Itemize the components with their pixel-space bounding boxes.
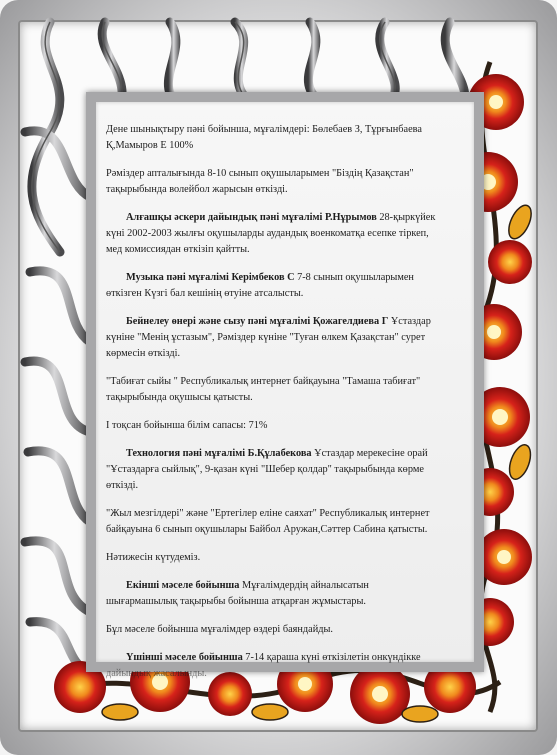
text-line: күніне "Менің ұстазым", Рәміздер күніне "Туған өлкем Қазақстан" сурет xyxy=(106,332,426,343)
paragraph-heading-line xyxy=(106,270,466,286)
paragraph xyxy=(106,314,466,362)
text-line: мед комиссиядан өткізіп қайтты. xyxy=(106,244,250,255)
paragraph-heading-line xyxy=(106,210,466,226)
text-line: шығармашылық тақырыбы бойынша атқарған жұмыстары. xyxy=(106,596,366,607)
text-line: күні 2002-2003 жылғы оқушыларды аудандық военкоматқа есепке тіркеп, xyxy=(106,228,429,239)
text-line: Қ,Мамыров Е 100% xyxy=(106,140,194,151)
paragraph xyxy=(106,578,466,610)
text-line: дайындық жасалынды. xyxy=(106,668,207,679)
text-line: тақырыбында оқушысы қатысты. xyxy=(106,392,253,403)
text-line: өткізді. xyxy=(106,480,139,491)
text-line: Рәміздер апталығында 8-10 сынып оқушыларымен "Біздің Қазақстан" xyxy=(106,168,414,179)
heading-continuation: Мұғалімдердің айналысатын xyxy=(239,580,369,591)
paragraph-heading-line xyxy=(106,314,466,330)
paragraph xyxy=(106,122,466,154)
paragraph xyxy=(106,166,466,198)
heading-continuation: 28-қыркүйек xyxy=(376,212,436,223)
bold-heading: Музыка пәні мұғалімі Керімбеков С xyxy=(126,272,295,283)
text-panel xyxy=(86,92,484,679)
paragraph xyxy=(106,622,466,638)
bold-heading: Үшінші мәселе бойынша xyxy=(126,652,243,663)
text-line: көрмесін өткізді. xyxy=(106,348,181,359)
paragraph-heading-line xyxy=(106,446,466,462)
text-line: Бұл мәселе бойынша мұғалімдер өздері баяндайды. xyxy=(106,624,333,635)
paragraph xyxy=(106,270,466,302)
heading-continuation: 7-14 қараша күні өткізілетін онкүндікке xyxy=(242,652,421,663)
text-line: тақырыбында волейбол жарысын өткізді. xyxy=(106,184,288,195)
paragraph xyxy=(106,418,466,434)
paragraph xyxy=(106,210,466,258)
heading-continuation: Ұстаздар xyxy=(388,316,431,327)
text-line: өткізген Күзгі бал кешінің өтуіне атсалысты. xyxy=(106,288,304,299)
bold-heading: Бейнелеу өнері және сызу пәні мұғалімі Қожагелдиева Г xyxy=(126,316,389,327)
paragraph xyxy=(106,506,466,538)
heading-continuation: Ұстаздар мерекесіне орай xyxy=(311,448,428,459)
paragraph xyxy=(106,550,466,566)
paragraph-heading-line xyxy=(106,578,466,594)
text-line: "Табиғат сыйы " Республикалық интернет байқауына "Тамаша табиғат" xyxy=(106,376,421,387)
text-line: Нәтижесін күтудеміз. xyxy=(106,552,201,563)
paragraph xyxy=(106,650,466,682)
text-line: байқауына 6 сынып оқушылары Байбол Аружан,Сәттер Сабина қатысты. xyxy=(106,524,428,535)
bold-heading: Екінші мәселе бойынша xyxy=(126,580,240,591)
text-line: "Ұстаздарға сыйлық", 9-қазан күні "Шебер қолдар" тақырыбында көрме xyxy=(106,464,424,475)
paragraph xyxy=(106,374,466,406)
text-line: Дене шынықтыру пәні бойынша, мұғалімдері: Бөлебаев З, Тұрғынбаева xyxy=(106,124,422,135)
paragraph xyxy=(106,446,466,494)
heading-continuation: 7-8 сынып оқушыларымен xyxy=(294,272,414,283)
text-line: "Жыл мезгілдері" және "Ертегілер еліне саяхат" Республикалық интернет xyxy=(106,508,430,519)
bold-heading: Алғашқы әскери дайындық пәні мұғалімі Р.Нұрымов xyxy=(126,212,377,223)
paragraph-heading-line xyxy=(106,650,466,666)
document-text xyxy=(106,122,466,679)
text-line: І тоқсан бойынша білім сапасы: 71% xyxy=(106,420,268,431)
bold-heading: Технология пәні мұғалімі Б.Құлабекова xyxy=(126,448,312,459)
